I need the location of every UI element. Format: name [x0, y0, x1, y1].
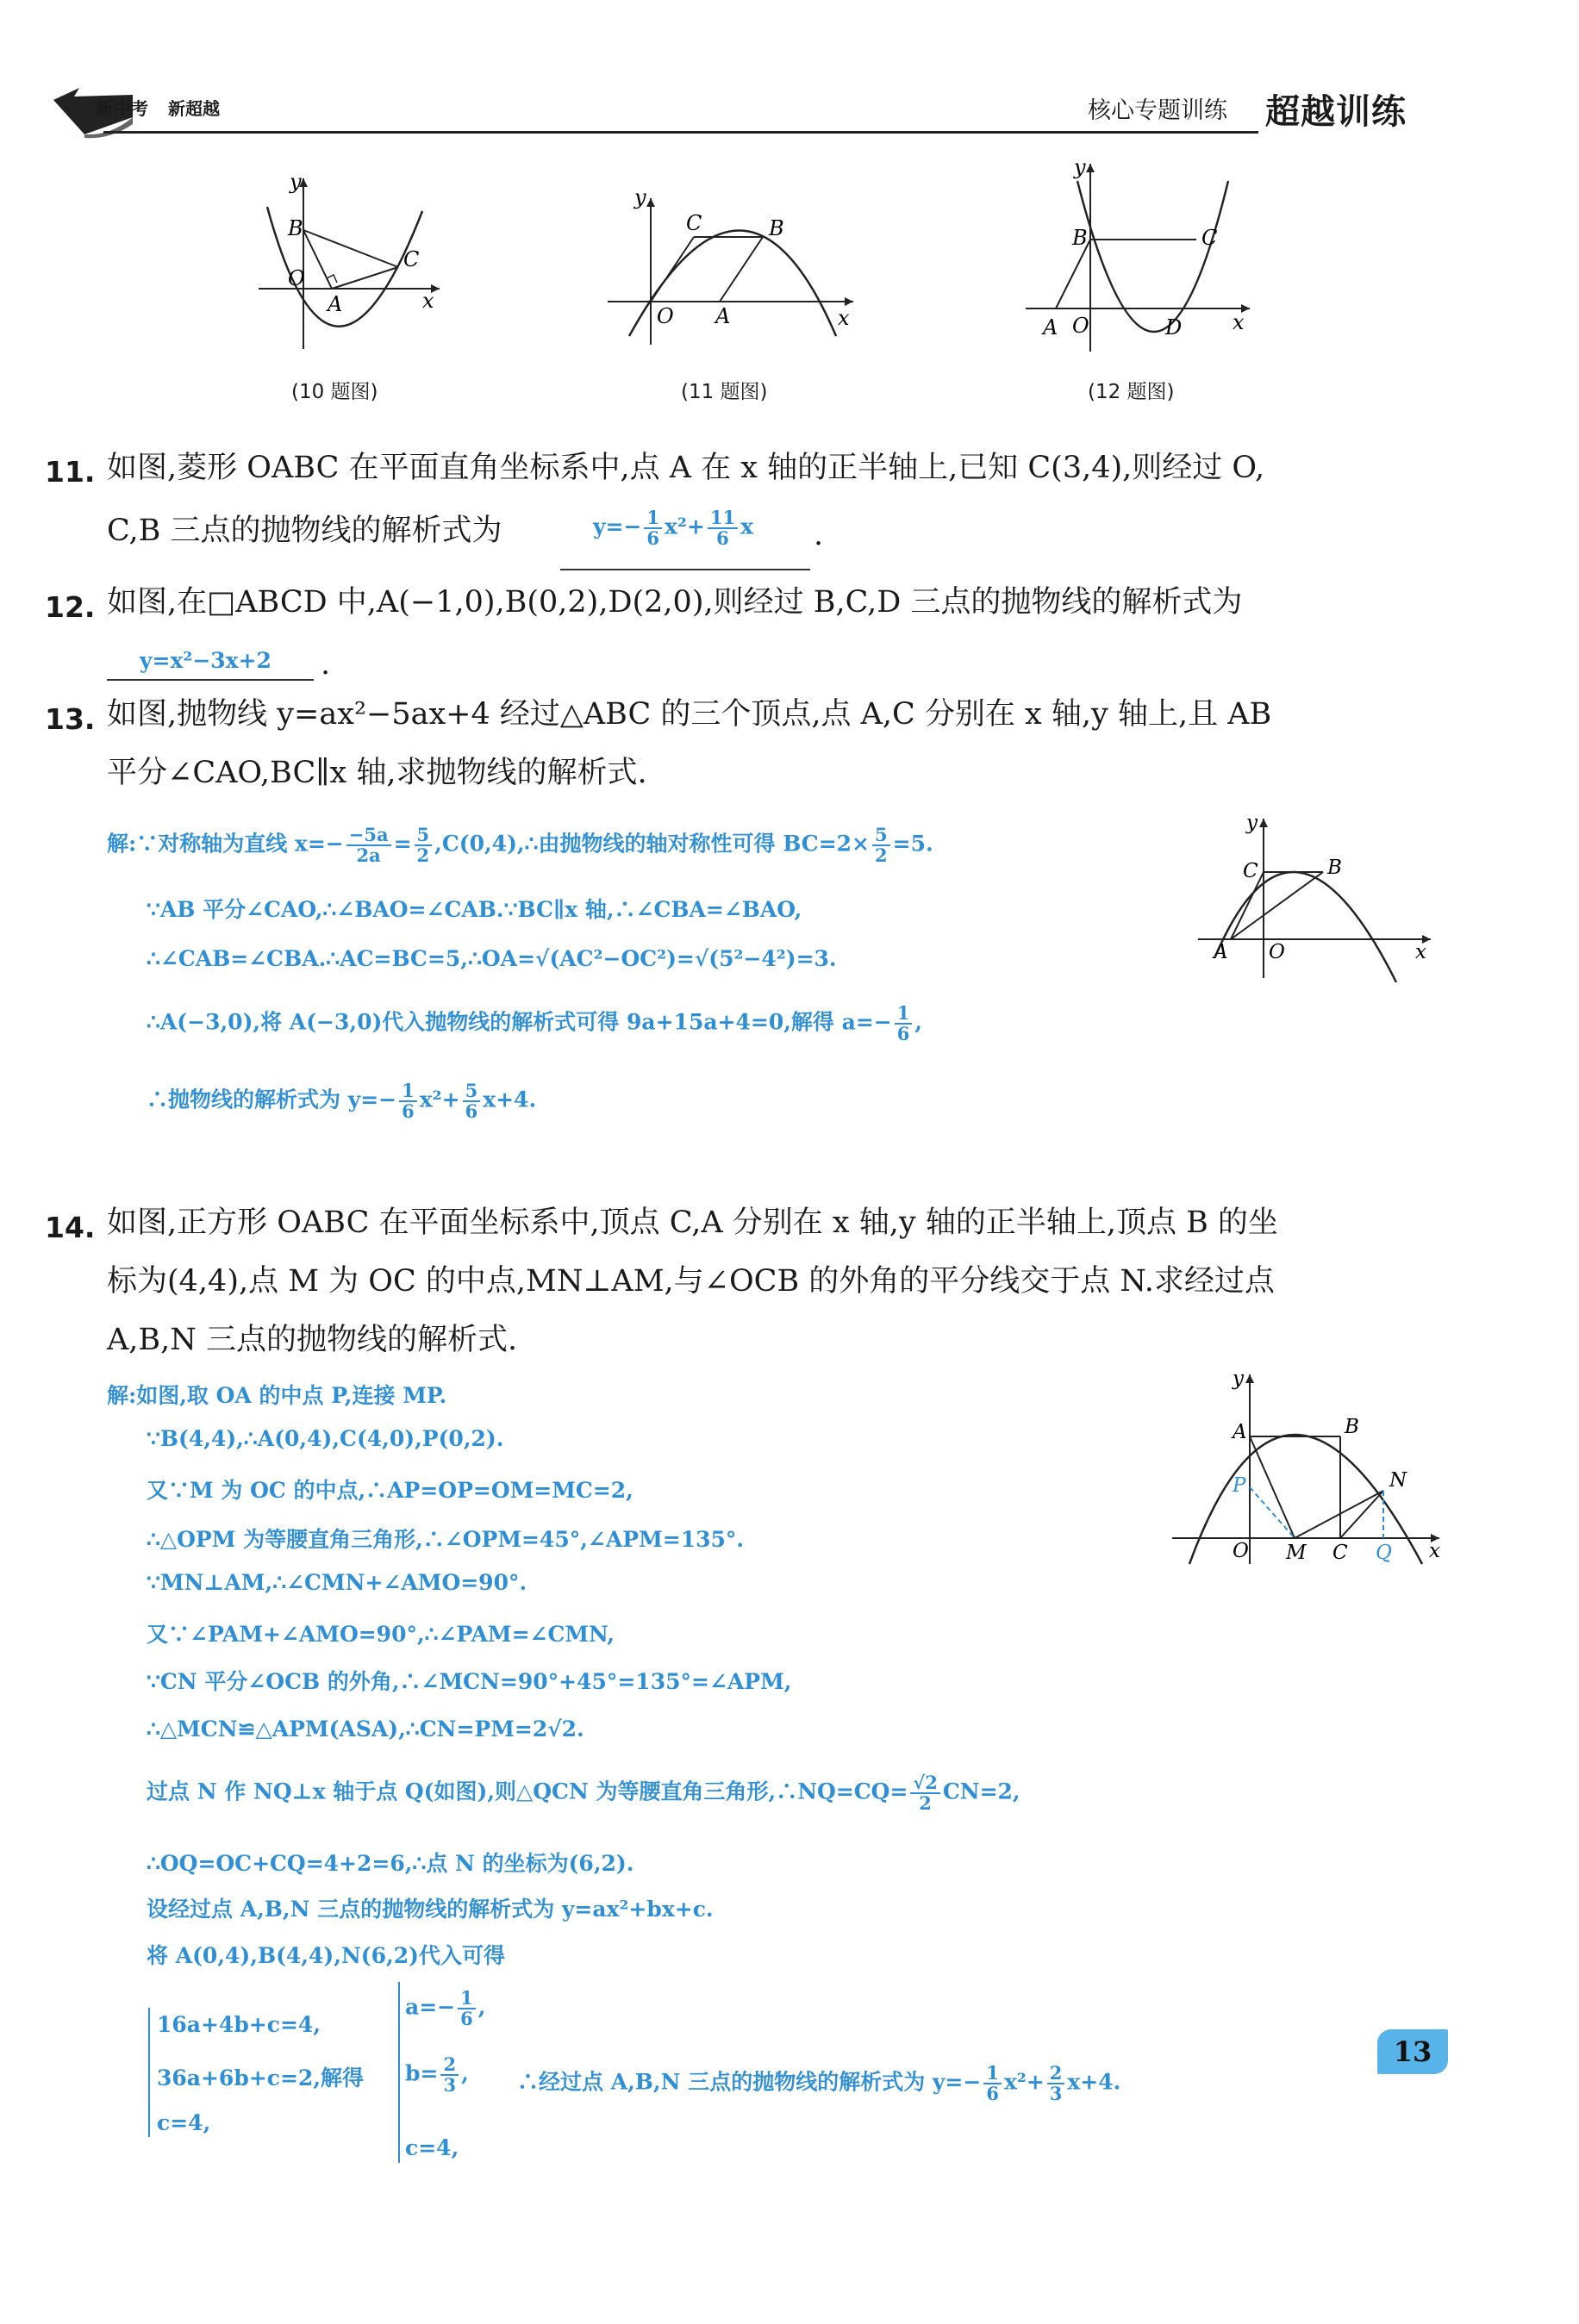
question-11-line2: C,B 三点的抛物线的解析式为: [107, 514, 502, 548]
fig14-label: C: [1332, 1542, 1348, 1564]
question-14-line3: A,B,N 三点的抛物线的解析式.: [107, 1323, 518, 1357]
fig14-label: P: [1233, 1474, 1246, 1497]
q14-system-brace: [148, 2008, 150, 2137]
q14-solution-line11: 设经过点 A,B,N 三点的抛物线的解析式为 y=ax²+bx+c.: [147, 1897, 714, 1922]
fig12-label: A: [1043, 315, 1058, 340]
brand-right: 新超越: [168, 98, 220, 119]
q14-result-brace: [398, 1982, 400, 2163]
fig14-label: M: [1286, 1542, 1307, 1564]
fig13-label: B: [1327, 857, 1342, 879]
fig10-label: B: [288, 216, 303, 240]
brand-left: 新中考: [97, 98, 148, 119]
q14-solution-line6: 又∵∠PAM+∠AMO=90°,∴∠PAM=∠CMN,: [147, 1622, 615, 1647]
fig11-label: A: [715, 304, 731, 328]
q13-solution-line5: ∴抛物线的解析式为 y=− $\frac{1}{6}$ x²+ $\frac{5}{6}$ x+4.: [147, 1080, 537, 1123]
figure-11: [603, 185, 862, 349]
fig13-label: x: [1415, 941, 1426, 963]
question-12-answer-blank: [107, 679, 314, 681]
fig12-label: C: [1201, 226, 1218, 250]
fig13-label: A: [1214, 941, 1228, 963]
question-11-end: .: [814, 518, 824, 552]
figure-13: [1189, 810, 1439, 982]
question-12-line1: 如图,在□ABCD 中,A(−1,0),B(0,2),D(2,0),则经过 B,C,D 三点的抛物线的解析式为: [107, 585, 1243, 620]
q13-solution-line3: ∴∠CAB=∠CBA.∴AC=BC=5,∴OA=√(AC²−OC²)=√(5²−4²)=3.: [147, 946, 837, 971]
figure-12-caption: (12 题图): [1088, 381, 1175, 403]
figure-12: [1017, 155, 1258, 353]
q14-solution-line9: 过点 N 作 NQ⊥x 轴于点 Q(如图),则△QCN 为等腰直角三角形,∴NQ=CQ= $\frac{√2}{2}$ CN=2,: [147, 1772, 1020, 1815]
q14-solution-line1: 解:如图,取 OA 的中点 P,连接 MP.: [107, 1383, 447, 1408]
question-12-answer: y=x²−3x+2: [140, 648, 271, 673]
question-14-number: 14.: [45, 1211, 96, 1244]
fig14-label: x: [1429, 1540, 1440, 1562]
q14-solution-line5: ∵MN⊥AM,∴∠CMN+∠AMO=90°.: [147, 1570, 527, 1595]
fig11-label: C: [686, 211, 702, 235]
fig13-label: O: [1269, 941, 1285, 963]
fig12-label: D: [1165, 315, 1183, 340]
q14-solution-line4: ∴△OPM 为等腰直角三角形,∴∠OPM=45°,∠APM=135°.: [147, 1527, 745, 1552]
q13-solution-line4: ∴A(−3,0),将 A(−3,0)代入抛物线的解析式可得 9a+15a+4=0,解得 a=− $\frac{1}{6}$ ,: [147, 1002, 923, 1045]
question-13-line1: 如图,抛物线 y=ax²−5ax+4 经过△ABC 的三个顶点,点 A,C 分别在 x 轴,y 轴上,且 AB: [107, 697, 1272, 732]
figure-10-caption: (10 题图): [291, 381, 378, 403]
q14-result-c: c=4,: [405, 2135, 459, 2160]
fig10-label: A: [328, 292, 343, 316]
fig14-label: A: [1233, 1421, 1247, 1443]
fig12-label: O: [1072, 314, 1089, 338]
fig14-label: y: [1233, 1368, 1244, 1390]
question-14-line1: 如图,正方形 OABC 在平面坐标系中,顶点 C,A 分别在 x 轴,y 轴的正半轴上,顶点 B 的坐: [107, 1206, 1278, 1240]
fig13-label: C: [1243, 860, 1258, 882]
q14-solution-line8: ∴△MCN≌△APM(ASA),∴CN=PM=2√2.: [147, 1717, 584, 1741]
question-11-answer-blank: [560, 569, 810, 570]
question-12-end: .: [321, 647, 331, 682]
header-rule: [103, 131, 1258, 134]
figure-14: [1164, 1366, 1448, 1568]
question-11-number: 11.: [45, 455, 96, 489]
fig14-label: B: [1345, 1416, 1359, 1438]
fig11-label: B: [769, 216, 784, 240]
fig14-label: Q: [1376, 1542, 1392, 1564]
q14-solution-line2: ∵B(4,4),∴A(0,4),C(4,0),P(0,2).: [147, 1426, 504, 1451]
q14-equation-3: c=4,: [157, 2110, 211, 2135]
series-title: 超越训练: [1265, 92, 1407, 132]
fig10-label: x: [422, 289, 434, 313]
page-number: 13: [1393, 2035, 1432, 2068]
question-12-number: 12.: [45, 590, 96, 624]
q14-solution-line10: ∴OQ=OC+CQ=4+2=6,∴点 N 的坐标为(6,2).: [147, 1851, 634, 1876]
q13-solution-line2: ∵AB 平分∠CAO,∴∠BAO=∠CAB.∵BC∥x 轴,∴∠CBA=∠BAO,: [147, 897, 802, 922]
q14-solution-line12: 将 A(0,4),B(4,4),N(6,2)代入可得: [147, 1943, 505, 1968]
fig11-label: y: [634, 185, 646, 209]
q14-solution-line3: 又∵M 为 OC 的中点,∴AP=OP=OM=MC=2,: [147, 1478, 633, 1503]
q13-solution-line1: 解:∵对称轴为直线 x=− $\frac{-5a}{2a}$ = $\frac{5}{2}$ ,C(0,4),∴由抛物线的轴对称性可得 BC=2× $\frac{5}{2}$ =5.: [107, 824, 933, 867]
q14-equation-2: 36a+6b+c=2,解得: [157, 2065, 365, 2090]
fig11-label: O: [657, 304, 674, 328]
q14-result-a: a=− $\frac{1}{6}$ ,: [405, 1987, 486, 2030]
q14-result-b: b= $\frac{2}{3}$ ,: [405, 2053, 469, 2097]
fig12-label: y: [1074, 155, 1086, 179]
question-13-line2: 平分∠CAO,BC∥x 轴,求抛物线的解析式.: [107, 756, 647, 790]
fig12-label: B: [1072, 226, 1088, 250]
q14-equation-1: 16a+4b+c=4,: [157, 2012, 321, 2037]
fig11-label: x: [838, 306, 850, 330]
q14-conclusion: ∴经过点 A,B,N 三点的抛物线的解析式为 y=− $\frac{1}{6}$ x²+ $\frac{2}{3}$ x+4.: [517, 2062, 1121, 2105]
fig12-label: x: [1233, 310, 1245, 334]
figure-10: [250, 168, 465, 353]
figure-11-caption: (11 题图): [681, 381, 768, 403]
question-14-line2: 标为(4,4),点 M 为 OC 的中点,MN⊥AM,与∠OCB 的外角的平分线交于点 N.求经过点: [107, 1264, 1275, 1299]
q14-solution-line7: ∵CN 平分∠OCB 的外角,∴∠MCN=90°+45°=135°=∠APM,: [147, 1669, 792, 1694]
question-13-number: 13.: [45, 702, 96, 736]
question-11-answer: y=− $\frac{1}{6}$ x²+ $\frac{11}{6}$ x: [593, 507, 753, 550]
fig13-label: y: [1246, 812, 1258, 834]
section-title: 核心专题训练: [1088, 97, 1227, 124]
fig10-label: y: [290, 170, 302, 194]
question-11-line1: 如图,菱形 OABC 在平面直角坐标系中,点 A 在 x 轴的正半轴上,已知 C(3,4),则经过 O,: [107, 451, 1265, 485]
fig14-label: O: [1233, 1540, 1249, 1562]
fig10-label: C: [403, 247, 420, 271]
fig14-label: N: [1389, 1469, 1407, 1492]
fig10-label: O: [288, 266, 305, 290]
